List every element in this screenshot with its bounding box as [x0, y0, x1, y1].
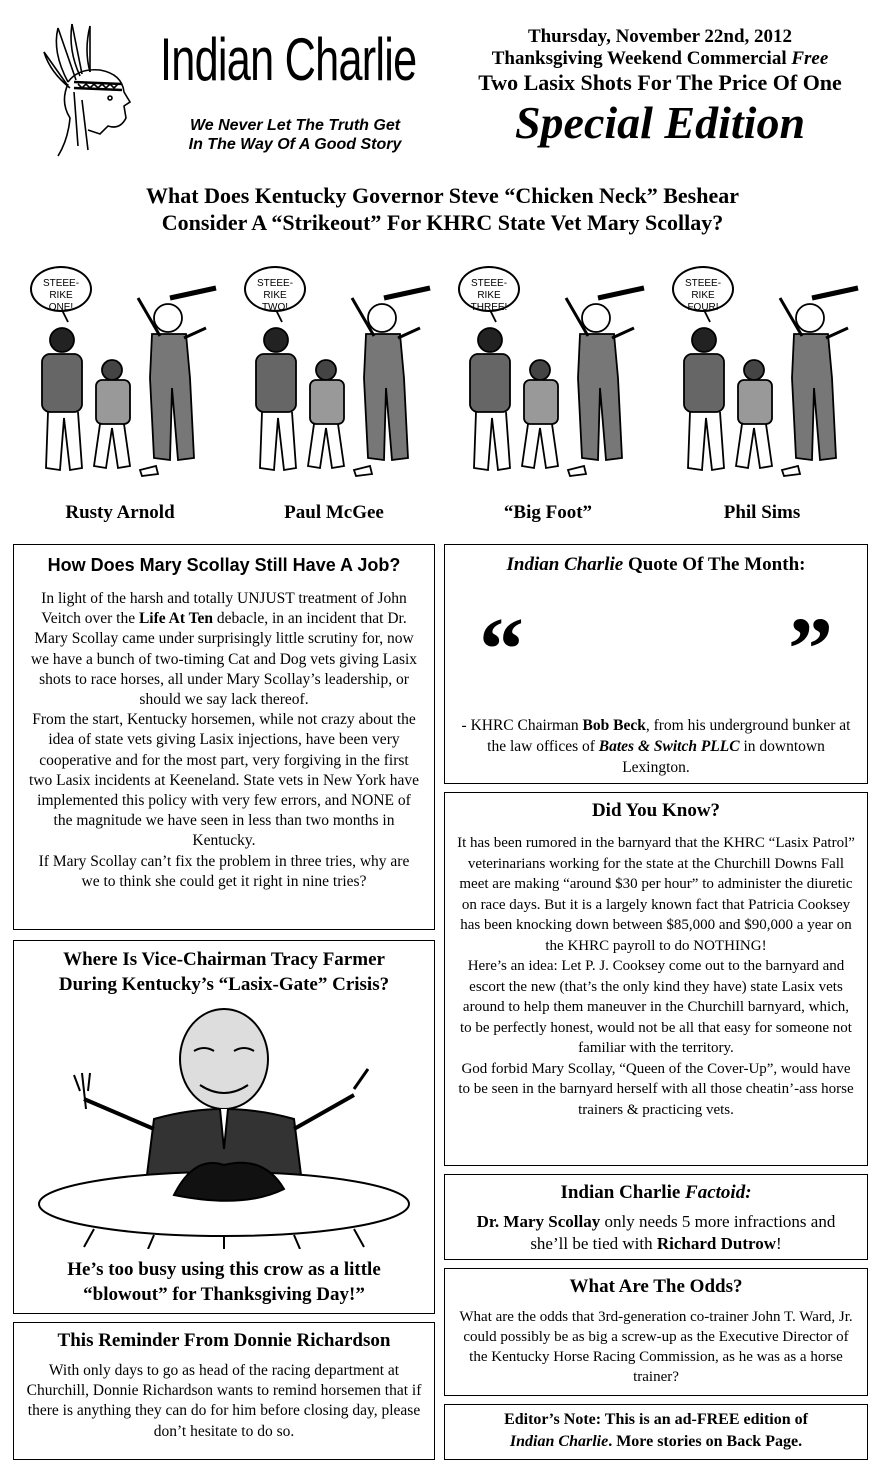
holiday-line — [445, 48, 875, 70]
article-paragraph: From the start, Kentucky horsemen, while not crazy about the idea of state vets giving Lasix injections, have been very cooperative and for the most part, very forgiving in the first two Lasix incidents at Keeneland. State vets in New York have implemented this policy with very few errors, and NONE of the magnitude we have seen in less than two months in Kentucky. — [29, 711, 419, 850]
editors-note — [444, 1404, 868, 1460]
holiday-prefix: Thanksgiving Weekend Commercial — [491, 48, 787, 69]
main-headline — [40, 182, 845, 236]
close-quote-icon: ” — [788, 600, 833, 699]
article-title: This Reminder From Donnie Richardson — [57, 1330, 391, 1351]
cartoon-panel — [234, 258, 434, 488]
speech-bubble: STEEE-RIKE TWO! — [244, 266, 306, 312]
indian-head-logo-icon — [38, 22, 148, 162]
article-title: What Are The Odds? — [569, 1276, 743, 1297]
farmer-eating-crow-illustration — [24, 999, 424, 1249]
article-paragraph: With only days to go as head of the racing department at Churchill, Donnie Richardson wants to remind horsemen that if there is anything they can do for him before closing day, please don’t hesitate to do so. — [26, 1362, 422, 1440]
open-quote-icon: “ — [479, 600, 524, 699]
tagline-line-2: In The Way Of A Good Story — [188, 136, 402, 153]
issue-date: Thursday, November 22nd, 2012 — [527, 26, 793, 47]
cartoon-panel — [662, 258, 862, 488]
article-title: Indian Charlie Quote Of The Month: — [506, 554, 806, 575]
masthead-title: Indian Charlie — [160, 26, 417, 93]
quote-of-the-month — [444, 544, 868, 784]
edition-label: Special Edition — [514, 97, 806, 148]
article-paragraph: God forbid Mary Scollay, “Queen of the Cover-Up”, would have to be seen in the barnyard herself with all those cheatin’-ass horse trainers & practicing vets. — [458, 1060, 854, 1118]
headline-line-1: What Does Kentucky Governor Steve “Chicken Neck” Beshear — [146, 183, 739, 208]
promo-line: Two Lasix Shots For The Price Of One — [478, 70, 842, 95]
article-title: Did You Know? — [591, 800, 721, 821]
article-paragraph: Dr. Mary Scollay only needs 5 more infractions and she’ll be tied with Richard Dutrow! — [476, 1212, 836, 1253]
article-title: Indian Charlie Factoid: — [560, 1182, 752, 1203]
holiday-free: Free — [791, 48, 829, 69]
panel-name: Phil Sims — [723, 502, 801, 523]
article-title: Where Is Vice-Chairman Tracy Farmer During Kentucky’s “Lasix-Gate” Crisis? — [58, 949, 390, 995]
quote-attribution: - KHRC Chairman Bob Beck, from his underground bunker at the law offices of Bates & Switch PLLC in downtown Lexington. — [461, 717, 851, 776]
article-factoid — [444, 1174, 868, 1260]
article-paragraph: It has been rumored in the barnyard that the KHRC “Lasix Patrol” veterinarians working for the state at the Churchill Downs Fall meet are making “around $30 per hour” to administer the diuretic on race days. But it is a largely known fact that Patricia Cooksey has been knocking down between $85,000 and $90,000 a year on the KHRC payroll to do NOTHING! — [457, 835, 855, 954]
strip-names — [20, 502, 865, 526]
speech-bubble: STEEE-RIKE THREE! — [458, 266, 520, 312]
panel-name: “Big Foot” — [503, 502, 593, 523]
masthead-info — [445, 26, 875, 150]
article-did-you-know — [444, 792, 868, 1166]
cartoon-panel — [20, 258, 220, 488]
article-farmer — [13, 940, 435, 1314]
panel-name: Paul McGee — [284, 502, 384, 523]
cartoon-strip — [20, 258, 865, 488]
article-paragraph: Here’s an idea: Let P. J. Cooksey come out to the barnyard and escort the new (that’s the only kind they have) state Lasix vets around to help them maneuver in the Churchill barnyard, which, to be perfectly honest, would not be all that easy for someone not familiar with the territory. — [460, 958, 852, 1056]
speech-bubble: STEEE-RIKE ONE! — [30, 266, 92, 312]
tagline-line-1: We Never Let The Truth Get — [189, 117, 401, 134]
article-paragraph: What are the odds that 3rd-generation co-trainer John T. Ward, Jr. could possibly be as big a screw-up as the Executive Director of the Kentucky Horse Racing Commission, as he was as a horse trainer? — [459, 1309, 853, 1385]
headline-line-2: Consider A “Strikeout” For KHRC State Vet Mary Scollay? — [161, 210, 724, 235]
article-donnie-reminder — [13, 1322, 435, 1460]
cartoon-panel — [448, 258, 648, 488]
article-odds — [444, 1268, 868, 1396]
article-paragraph: Editor’s Note: This is an ad-FREE edition of Indian Charlie. More stories on Back Page. — [504, 1411, 808, 1450]
article-paragraph: If Mary Scollay can’t fix the problem in three tries, why are we to think she could get it right in nine tries? — [38, 852, 410, 890]
article-paragraph: In light of the harsh and totally UNJUST treatment of John Veitch over the Life At Ten debacle, in an incident that Dr. Mary Scollay came under surprisingly little scrutiny for, now we have a bunch of two-timing Cat and Dog vets giving Lasix shots to race horses, all under Mary Scollay’s leadership, or should we say lack thereof. — [30, 590, 418, 709]
masthead-tagline — [160, 116, 430, 154]
panel-name: Rusty Arnold — [65, 502, 175, 523]
article-title: How Does Mary Scollay Still Have A Job? — [47, 555, 401, 575]
cartoon-caption: He’s too busy using this crow as a little “blowout” for Thanksgiving Day!” — [67, 1259, 381, 1305]
speech-bubble: STEEE-RIKE FOUR! — [672, 266, 734, 312]
article-scollay-job — [13, 544, 435, 930]
